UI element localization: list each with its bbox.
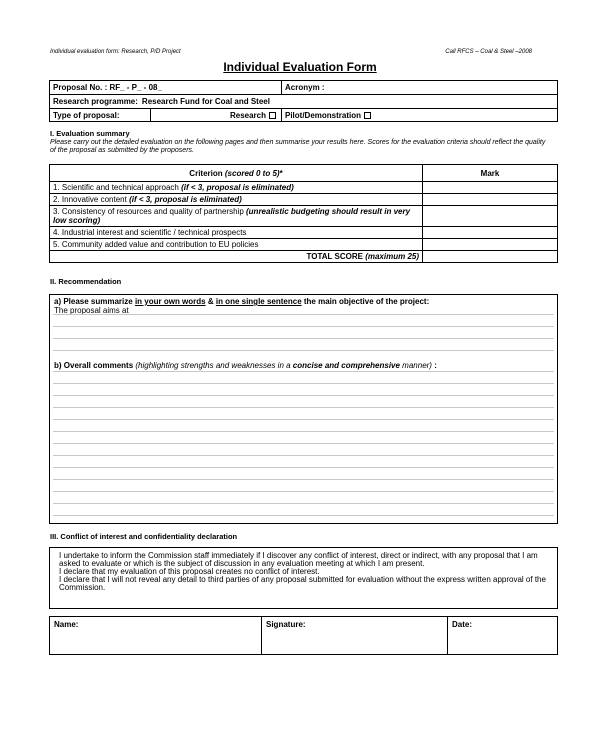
objective-q-own-words: in your own words bbox=[134, 297, 206, 306]
type-option-research[interactable] bbox=[151, 109, 282, 121]
comments-q-note3: manner) bbox=[399, 361, 432, 370]
date-field[interactable]: Date: bbox=[452, 620, 473, 629]
header-right: Call RFCS – Coal & Steel –2008 bbox=[445, 49, 532, 55]
signature-field[interactable]: Signature: bbox=[262, 617, 448, 654]
total-score-cell[interactable] bbox=[423, 251, 558, 263]
total-score-note: (maximum 25) bbox=[365, 252, 419, 261]
comment-line bbox=[53, 431, 554, 432]
answer-line bbox=[53, 350, 554, 351]
criterion-note: (unrealistic budgeting should result in very low scoring) bbox=[53, 207, 411, 225]
form-title: Individual Evaluation Form bbox=[223, 60, 377, 74]
objective-q-single: in one single sentence bbox=[215, 297, 302, 306]
mark-cell[interactable] bbox=[423, 194, 558, 206]
programme-label: Research programme: bbox=[53, 97, 138, 106]
section-recommendation-heading: II. Recommendation bbox=[50, 277, 122, 286]
recommendation-box bbox=[49, 294, 558, 524]
comment-line bbox=[53, 503, 554, 504]
criterion-text: 3. Consistency of resources and quality of partnership bbox=[53, 207, 246, 216]
criterion-header-scale: (scored 0 to 5) bbox=[224, 168, 280, 178]
objective-question bbox=[54, 297, 429, 306]
criteria-row bbox=[50, 227, 558, 239]
answer-line bbox=[53, 338, 554, 339]
criterion-cell bbox=[50, 194, 423, 206]
comment-line bbox=[53, 419, 554, 420]
criterion-header bbox=[50, 165, 423, 182]
type-option-research-label: Research bbox=[229, 110, 266, 120]
mark-cell[interactable] bbox=[423, 227, 558, 239]
programme-value: Research Fund for Coal and Steel bbox=[141, 97, 270, 106]
answer-line bbox=[53, 314, 554, 315]
criterion-cell bbox=[50, 206, 423, 227]
overall-comments-question bbox=[54, 361, 437, 370]
type-option-pilot-label: Pilot/Demonstration bbox=[285, 110, 362, 120]
criterion-note: (if < 3, proposal is eliminated) bbox=[129, 195, 242, 204]
comment-line bbox=[53, 383, 554, 384]
comments-q-prefix: b) Overall comments bbox=[54, 361, 136, 370]
declaration-item: I declare that I will not reveal any detail to third parties of any proposal submitted for evaluation without the express written approval of the Commission. bbox=[59, 575, 546, 592]
criterion-text: 5. Community added value and contribution to EU policies bbox=[53, 240, 259, 249]
total-score-text: TOTAL SCORE bbox=[306, 252, 363, 261]
type-option-pilot[interactable] bbox=[282, 109, 559, 121]
comment-line bbox=[53, 491, 554, 492]
criteria-row bbox=[50, 182, 558, 194]
objective-q-prefix: a) Please summarize bbox=[54, 297, 135, 306]
programme-row bbox=[50, 95, 557, 109]
criterion-cell bbox=[50, 182, 423, 194]
proposal-number-row bbox=[50, 81, 557, 95]
mark-cell[interactable] bbox=[423, 182, 558, 194]
answer-line bbox=[53, 326, 554, 327]
criteria-row bbox=[50, 206, 558, 227]
criterion-text: 2. Innovative content bbox=[53, 195, 130, 204]
comments-q-note2: concise and comprehensive bbox=[292, 361, 400, 370]
section-conflict-heading: III. Conflict of interest and confidentiality declaration bbox=[50, 532, 238, 541]
criterion-text: 4. Industrial interest and scientific / technical prospects bbox=[53, 228, 247, 237]
type-row bbox=[50, 109, 557, 121]
proposal-number-field[interactable]: Proposal No. : RF_ - P_ - 08_ bbox=[50, 81, 282, 94]
criterion-text: 1. Scientific and technical approach bbox=[53, 183, 182, 192]
criterion-cell bbox=[50, 227, 423, 239]
criteria-row bbox=[50, 239, 558, 251]
total-score-row bbox=[50, 251, 558, 263]
comment-line bbox=[53, 371, 554, 372]
signature-box bbox=[49, 616, 558, 655]
mark-cell[interactable] bbox=[423, 206, 558, 227]
comment-line bbox=[53, 407, 554, 408]
objective-q-amp: & bbox=[205, 297, 216, 306]
objective-q-suffix: the main objective of the project: bbox=[301, 297, 430, 306]
criterion-header-star: * bbox=[279, 168, 283, 178]
pilot-checkbox[interactable] bbox=[364, 112, 371, 119]
mark-cell[interactable] bbox=[423, 239, 558, 251]
criterion-cell bbox=[50, 239, 423, 251]
declaration-box bbox=[49, 547, 558, 609]
comment-line bbox=[53, 479, 554, 480]
criteria-table bbox=[49, 164, 558, 263]
criteria-row bbox=[50, 194, 558, 206]
mark-header: Mark bbox=[423, 165, 558, 182]
comment-line bbox=[53, 443, 554, 444]
objective-answer[interactable]: The proposal aims at bbox=[54, 306, 129, 315]
declaration-item: I declare that my evaluation of this proposal creates no conflict of interest. bbox=[59, 567, 320, 576]
section-evaluation-summary-heading: I. Evaluation summary bbox=[50, 129, 130, 138]
proposal-info-box bbox=[49, 80, 558, 122]
acronym-field[interactable]: Acronym : bbox=[285, 83, 325, 92]
comment-line bbox=[53, 515, 554, 516]
evaluation-instructions: Please carry out the detailed evaluation on the following pages and then summarise your results here. Scores for the evaluation criteria should reflect the quality of the proposal as submitted by the proposers. bbox=[50, 139, 546, 154]
criteria-header-row bbox=[50, 165, 558, 182]
comment-line bbox=[53, 455, 554, 456]
programme-cell bbox=[50, 95, 557, 108]
total-score-label bbox=[50, 251, 423, 263]
name-field[interactable]: Name: bbox=[50, 617, 262, 654]
comment-line bbox=[53, 395, 554, 396]
comments-q-colon: : bbox=[431, 361, 437, 370]
research-checkbox[interactable] bbox=[269, 112, 276, 119]
comment-line bbox=[53, 467, 554, 468]
criterion-note: (if < 3, proposal is eliminated) bbox=[181, 183, 294, 192]
header-left: Individual evaluation form: Research, P/D Project bbox=[50, 49, 181, 55]
declaration-item: I undertake to inform the Commission staff immediately if I discover any conflict of interest, direct or indirect, with any proposal that I am asked to evaluate or which is the subject of discussion in any evaluation meeting at which I am present. bbox=[59, 551, 538, 568]
type-label: Type of proposal: bbox=[50, 109, 151, 121]
criterion-header-label: Criterion bbox=[189, 168, 223, 178]
comments-q-note1: (highlighting strengths and weaknesses in a bbox=[135, 361, 293, 370]
